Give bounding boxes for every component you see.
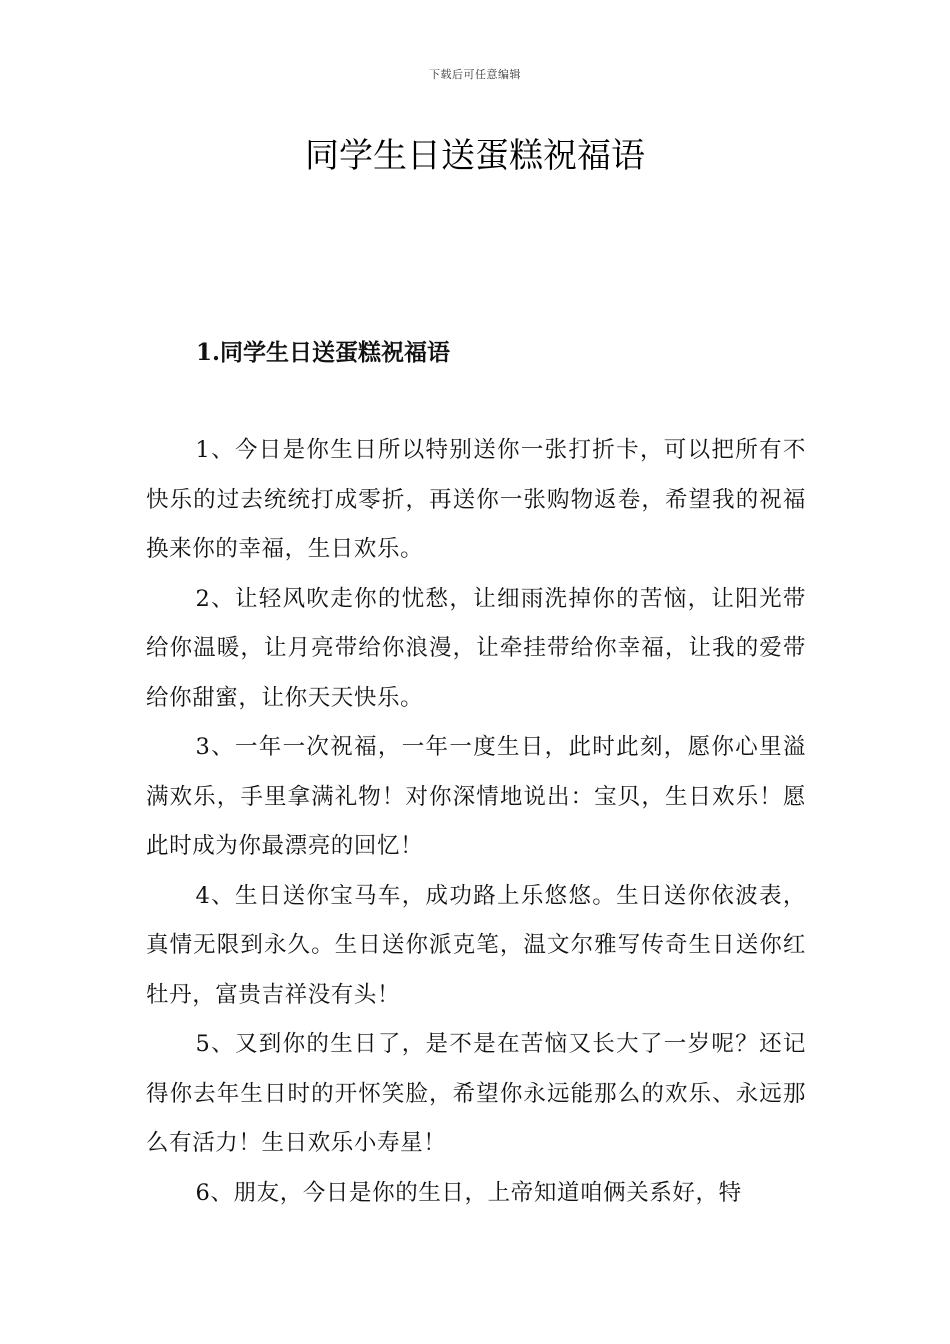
header-note: 下载后可任意编辑	[429, 68, 521, 81]
body-text	[146, 426, 806, 1218]
document-title: 同学生日送蛋糕祝福语	[305, 136, 645, 176]
paragraph: 2、让轻风吹走你的忧愁，让细雨洗掉你的苦恼，让阳光带给你温暖，让月亮带给你浪漫，让牵挂带给你幸福，让我的爱带给你甜蜜，让你天天快乐。	[146, 585, 806, 711]
paragraph: 5、又到你的生日了，是不是在苦恼又长大了一岁呢？还记得你去年生日时的开怀笑脸，希望你永远能那么的欢乐、永远那么有活力！生日欢乐小寿星！	[146, 1031, 806, 1156]
paragraph: 4、生日送你宝马车，成功路上乐悠悠。生日送你依波表，真情无限到永久。生日送你派克笔，温文尔雅写传奇生日送你红牡丹，富贵吉祥没有头！	[146, 882, 806, 1008]
paragraph: 3、一年一次祝福，一年一度生日，此时此刻，愿你心里溢满欢乐，手里拿满礼物！对你深情地说出：宝贝，生日欢乐！愿此时成为你最漂亮的回忆！	[146, 734, 806, 859]
section-heading: 1.同学生日送蛋糕祝福语	[196, 339, 451, 366]
paragraph: 1、今日是你生日所以特别送你一张打折卡，可以把所有不快乐的过去统统打成零折，再送你一张购物返卷，希望我的祝福换来你的幸福，生日欢乐。	[146, 437, 806, 562]
paragraph: 6、朋友，今日是你的生日，上帝知道咱俩关系好，特	[195, 1179, 742, 1206]
